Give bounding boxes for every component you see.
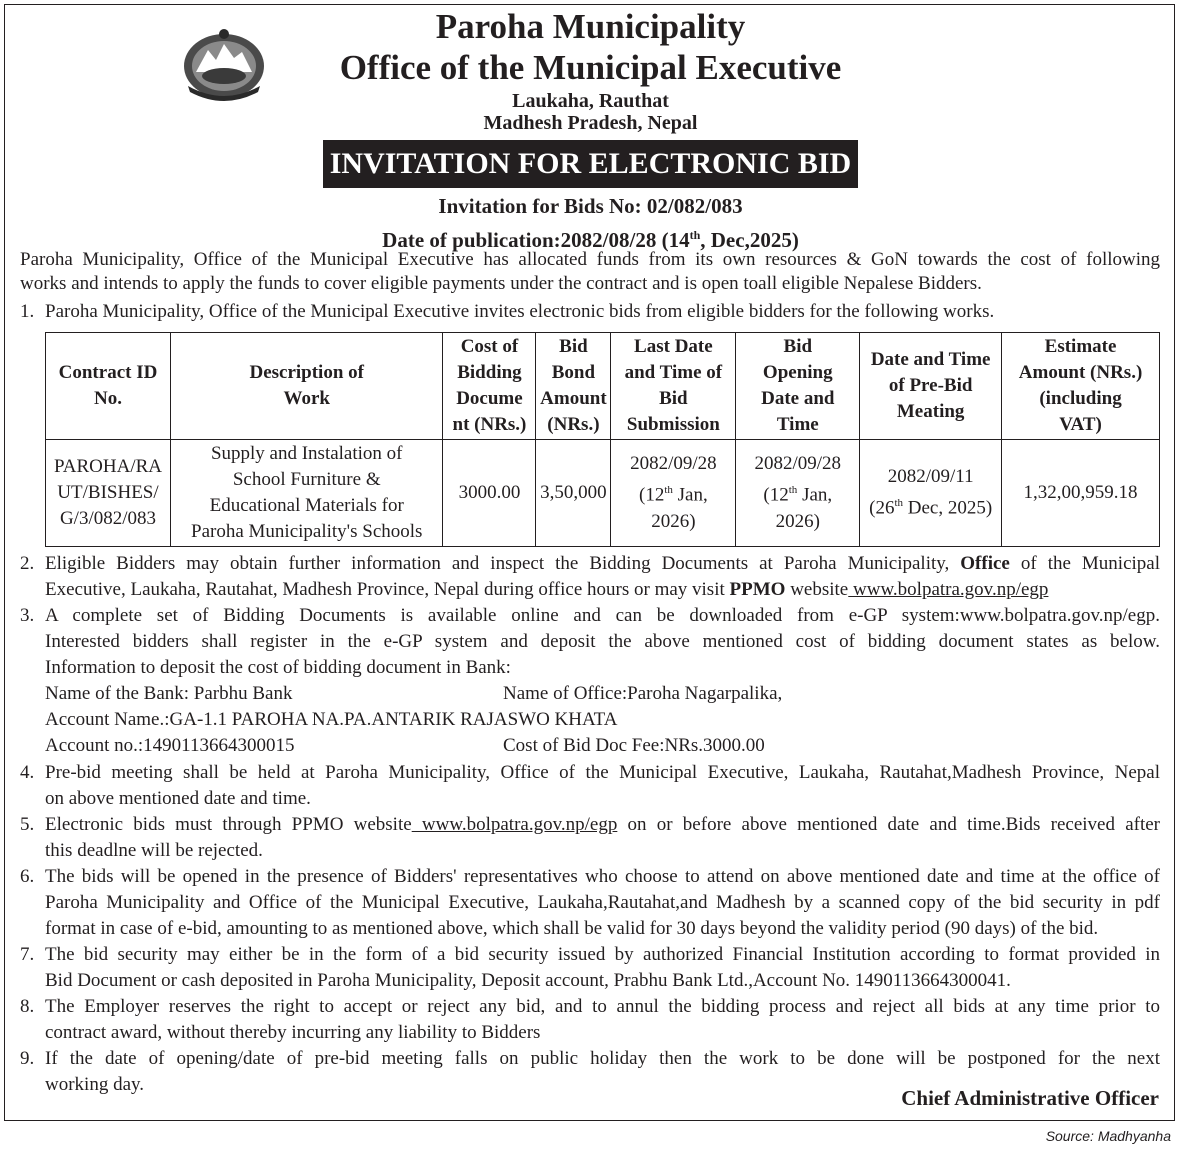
signature-title: Chief Administrative Officer (901, 1086, 1159, 1110)
account-number: Account no.:1490113664300015 (45, 735, 295, 756)
point-3: 3. A complete set of Bidding Documents is available online and can be downloaded from e-GP system:www.bolpatra.gov.np/egp. Interested bidders shall register in the e-GP system and deposit the above mentioned cost of bidding document states as below. Information to deposit the cost of bidding document in Bank: (20, 605, 1160, 678)
col-bid-bond: Bid Bond Amount (NRs.) (536, 333, 611, 440)
cell-bid-bond: 3,50,000 (536, 440, 611, 547)
point-number: 6. (20, 866, 35, 887)
point-number: 7. (20, 944, 35, 965)
point-1-text: Paroha Municipality, Office of the Municipal Executive invites electronic bids from eligible bidders for the following works. (45, 301, 995, 322)
intro-line-2: works and intends to apply the funds to cover eligible payments under the contract and is open toall eligible Nepalese Bidders. (20, 273, 982, 294)
cell-opening: 2082/09/28 (12th Jan, 2026) (736, 440, 860, 547)
intro-paragraph (20, 248, 1160, 296)
col-submission: Last Date and Time of Bid Submission (611, 333, 736, 440)
point-number: 5. (20, 814, 35, 835)
bank-name: Name of the Bank: Parbhu Bank (45, 683, 293, 704)
municipality-name: Paroha Municipality (435, 7, 746, 46)
point-8: 8. The Employer reserves the right to accept or reject any bid, and to annul the bidding process and reject all bids at any time prior to contract award, without thereby incurring any liability to Bidders (20, 996, 1160, 1043)
cell-description: Supply and Instalation of School Furniture & Educational Materials for Paroha Municipality's Schools (170, 440, 443, 547)
table-header-row (46, 333, 1160, 440)
account-name: Account Name.:GA-1.1 PAROHA NA.PA.ANTARIK RAJASWO KHATA (45, 709, 618, 730)
cell-contract-id: PAROHA/RA UT/BISHES/ G/3/082/083 (46, 440, 171, 547)
point-2: 2. Eligible Bidders may obtain further information and inspect the Bidding Documents at Paroha Municipality, Office of the Municipal Executive, Laukaha, Rautahat, Madhesh Province, Nepal during office hours or may visit PPMO website www.bolpatra.gov.np/egp (20, 553, 1161, 600)
office-name-bank: Name of Office:Paroha Nagarpalika, (503, 683, 783, 704)
col-description: Description of Work (170, 333, 443, 440)
bid-doc-fee: Cost of Bid Doc Fee:NRs.3000.00 (503, 735, 765, 756)
ppmo-website-link[interactable]: www.bolpatra.gov.np/egp (848, 579, 1049, 600)
col-opening: Bid Opening Date and Time (736, 333, 860, 440)
ifb-number: Invitation for Bids No: 02/082/083 (438, 194, 743, 218)
cell-doc-cost: 3000.00 (443, 440, 536, 547)
cell-pre-bid: 2082/09/11 (26th Dec, 2025) (860, 440, 1002, 547)
point-number: 1. (20, 301, 35, 322)
ppmo-website-link-2[interactable]: www.bolpatra.gov.np/egp (411, 814, 618, 835)
point-4: 4. Pre-bid meeting shall be held at Paroha Municipality, Office of the Municipal Executive, Laukaha, Rautahat,Madhesh Province, Nepal on above mentioned date and time. (20, 762, 1160, 809)
cell-estimate: 1,32,00,959.18 (1002, 440, 1160, 547)
point-number: 8. (20, 996, 35, 1017)
col-doc-cost: Cost of Bidding Docume nt (NRs.) (443, 333, 536, 440)
invitation-banner: INVITATION FOR ELECTRONIC BID (323, 140, 858, 188)
source-credit: Source: Madhyanha (1045, 1128, 1171, 1144)
point-9: 9. If the date of opening/date of pre-bid meeting falls on public holiday then the work to be done will be postponed for the next working day. (20, 1048, 1160, 1095)
table-row (46, 440, 1160, 547)
cell-submission: 2082/09/28 (12th Jan, 2026) (611, 440, 736, 547)
publication-date: Date of publication:2082/08/28 (14th, Dec,2025) (382, 228, 799, 252)
address-line-1: Laukaha, Rauthat (512, 90, 669, 112)
col-contract-id: Contract ID No. (46, 333, 171, 440)
intro-line-1: Paroha Municipality, Office of the Municipal Executive has allocated funds from its own resources & GoN towards the cost of following (20, 249, 1160, 270)
point-number: 3. (20, 605, 35, 626)
address-line-2: Madhesh Pradesh, Nepal (483, 112, 698, 134)
point-5: 5. Electronic bids must through PPMO website www.bolpatra.gov.np/egp on or before above mentioned date and time.Bids received after this deadlne will be rejected. (20, 814, 1161, 861)
point-6: 6. The bids will be opened in the presence of Bidders' representatives who choose to attend on above mentioned date and time at the office of Paroha Municipality and Office of the Municipal Executive, Laukaha,Rautahat,and Madhesh by a scanned copy of the bid security in pdf format in case of e-bid, amounting to as mentioned above, which shall be valid for 30 days beyond the validity period (90 days) of the bid. (20, 866, 1160, 939)
office-name: Office of the Municipal Executive (339, 48, 842, 87)
point-number: 9. (20, 1048, 35, 1069)
point-1 (20, 299, 1160, 325)
point-number: 2. (20, 553, 35, 574)
bid-table (45, 332, 1160, 547)
point-number: 4. (20, 762, 35, 783)
point-7: 7. The bid security may either be in the form of a bid security issued by authorized Financial Institution according to format provided in Bid Document or cash deposited in Paroha Municipality, Deposit account, Prabhu Bank Ltd.,Account No. 1490113664300041. (20, 944, 1160, 991)
col-estimate: Estimate Amount (NRs.) (including VAT) (1002, 333, 1160, 440)
col-pre-bid: Date and Time of Pre-Bid Meating (860, 333, 1002, 440)
